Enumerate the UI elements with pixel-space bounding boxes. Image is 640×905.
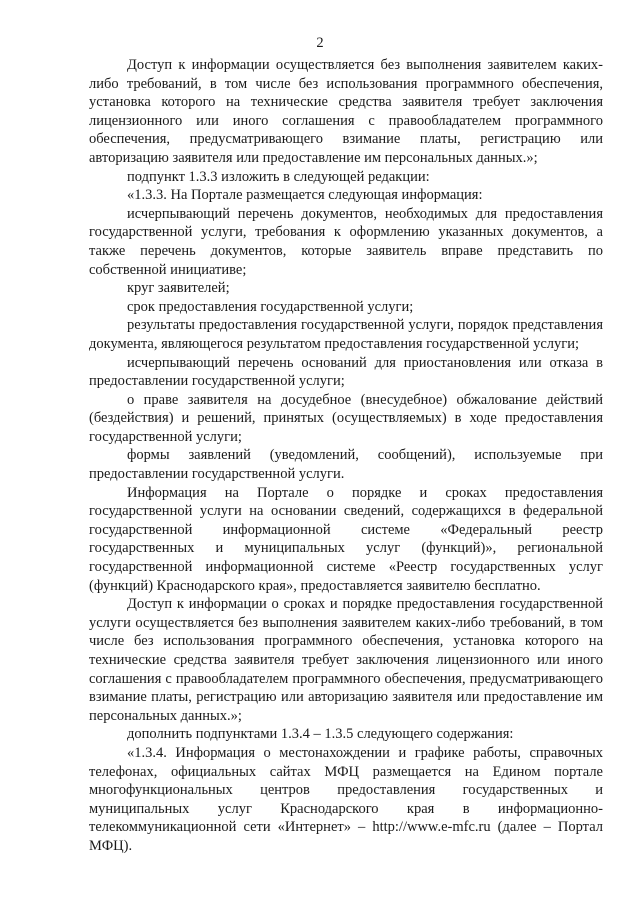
page-number: 2: [316, 35, 324, 51]
list-item-appeal: о праве заявителя на досудебное (внесудебное) обжалование действий (бездействия) и решений, принятых (осуществляемых) в ходе предоставления государственной услуги;: [89, 391, 603, 445]
list-item-applicants: круг заявителей;: [127, 280, 230, 297]
document-body: [89, 56, 603, 856]
list-item-documents: исчерпывающий перечень документов, необходимых для предоставления государственной услуги, требования к оформлению указанных документов, а также перечень документов, которые заявитель вправе представить по собственной инициативе;: [89, 205, 603, 278]
paragraph-access-info: Доступ к информации осуществляется без выполнения заявителем каких-либо требований, в том числе без использования программного обеспечения, установка которого на технические средства заявителя требует заключения лицензионного или иного соглашения с правообладателем программного обеспечения, предусматривающего взимание платы, регистрацию или авторизацию заявителя или предоставление им персональных данных.»;: [89, 57, 603, 166]
paragraph-access-terms: Доступ к информации о сроках и порядке предоставления государственной услуги осуществляется без выполнения заявителем каких-либо требований, в том числе без использования программного обеспечения, установка которого на технические средства заявителя требует заключения лицензионного или иного соглашения с правообладателем программного обеспечения, предусматривающего взимание платы, регистрацию или авторизацию заявителя или предоставление им персональных данных.»;: [89, 596, 603, 724]
paragraph-subclause-133-intro: подпункт 1.3.3 изложить в следующей редакции:: [127, 168, 430, 185]
paragraph-add-subclauses: дополнить подпунктами 1.3.4 – 1.3.5 следующего содержания:: [127, 726, 514, 743]
paragraph-134: «1.3.4. Информация о местонахождении и графике работы, справочных телефонах, официальных сайтах МФЦ размещается на Едином портале многофункциональных центров предоставления государственных и муниципальных услуг Краснодарского края в информационно-телекоммуникационной сети «Интернет» – http://www.e-mfc.ru (далее – Портал МФЦ).: [89, 744, 603, 854]
list-item-results: результаты предоставления государственной услуги, порядок представления документа, являющегося результатом предоставления государственной услуги;: [89, 317, 603, 352]
list-item-term: срок предоставления государственной услуги;: [127, 298, 414, 315]
list-item-forms: формы заявлений (уведомлений, сообщений), используемые при предоставлении государственной услуги.: [89, 447, 603, 483]
list-item-grounds: исчерпывающий перечень оснований для приостановления или отказа в предоставлении государственной услуги;: [89, 354, 603, 390]
paragraph-133-heading: «1.3.3. На Портале размещается следующая информация:: [127, 187, 483, 204]
paragraph-portal-info: Информация на Портале о порядке и сроках предоставления государственной услуги на основании сведений, содержащихся в федеральной государственной информационной системе «Федеральный реестр государственных и муниципальных услуг (функций)», региональной государственной информационной системе «Реестр государственных услуг (функций) Краснодарского края», предоставляется заявителю бесплатно.: [89, 484, 603, 594]
